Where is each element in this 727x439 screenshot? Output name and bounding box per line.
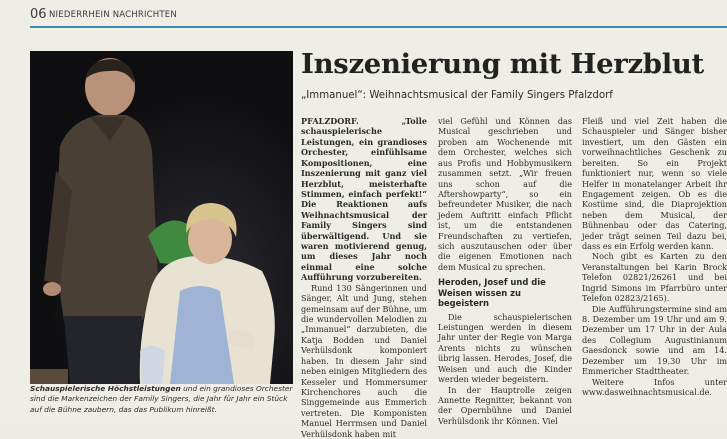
article-paragraph: Rund 130 Sängerinnen und Sänger, Alt und Jung, stehen gemeinsam auf der Bühne, um die wundervollen Melodien zu „Immanuel“ darzubieten, die Katja Bodden und Daniel Verhülsdonk komponiert haben. In diesem Jahr sind neben einigen Mitgliedern des Kesseler und Hommersumer Kirchenchores auch die Singgemeinde aus Emmerich vertreten. Die Komponisten Manuel Herrmsen und Daniel Verhülsdonk haben mit [301, 282, 427, 439]
article-subline: „Immanuel“: Weihnachtsmusical der Family Singers Pfalzdorf [301, 90, 613, 101]
article-paragraph: Die Aufführungstermine sind am 8. Dezember um 19 Uhr und am 9. Dezember um 17 Uhr in der Aula des Collegium Augustinianum Gaesdonck sowie und am 14. Dezember um 19.30 Uhr im Emmericher Stadttheater. [582, 303, 727, 377]
article-column-1 [301, 116, 427, 439]
article-headline: Inszenierung mit Herzblut [301, 48, 704, 80]
article-paragraph: Die schauspielerischen Leistungen werden in diesem Jahr unter der Regie von Marga Arents nichts zu wünschen übrig lassen. Herodes, Josef, die Weisen und auch die Kinder werden wieder begeistern. [438, 311, 572, 385]
photo-caption [30, 384, 296, 415]
article-paragraph: viel Gefühl und Können das Musical geschrieben und proben am Wochenende mit dem Orchester, welches sich aus Profis und Hobbymusikern zusammen setzt. „Wir freuen uns schon auf die Aftershowparty“, so ein befreundeter Musiker, die nach jedem Auftritt einfach Pflicht ist, um die entstandenen Freundschaften zu vertiefen, sich auszutauschen oder über die eigenen Emotionen nach dem Musical zu sprechen. [438, 116, 572, 272]
article-column-2 [438, 116, 572, 426]
article-lead: PFALZDORF. „Tolle schauspielerische Leistungen, ein grandioses Orchester, einfühlsame Kompositionen, eine Inszenierung mit ganz viel Herzblut, meisterhafte Stimmen, einfach perfekt!“ Die Reaktionen aufs Weihnachtsmusical der Family Singers sind überwältigend. Und sie waren motivierend genug, um dieses Jahr noch einmal eine solche Aufführung vorzubereiten. [301, 116, 427, 283]
caption-bold: Schauspielerische Höchstleistungen [30, 384, 181, 393]
article-photo [30, 51, 293, 384]
stage-scene-image [30, 51, 293, 384]
article-paragraph: Noch gibt es Karten zu den Veranstaltungen bei Karin Brock Telefon 02821/26261 und bei Ingrid Simons im Pfarrbüro unter Telefon 02823/2165). [582, 251, 727, 304]
page-number: 06 [30, 7, 47, 22]
article-link-paragraph: Weitere Infos unter www.dasweihnachtsmusical.de. [582, 376, 727, 397]
article-column-3 [582, 116, 727, 397]
page-header [30, 6, 727, 28]
header-rule [30, 26, 727, 28]
article-paragraph: In der Hauptrolle zeigen Annette Regnitter, bekannt von der Opernbühne und Daniel Verhülsdonk ihr Können. Viel [438, 384, 572, 426]
article-subheading: Heroden, Josef und die Weisen wissen zu begeistern [438, 277, 546, 309]
caption-text: und ein grandioses Orchester sind die Markenzeichen der Family Singers, die Jahr für Jahr ein Stück auf die Bühne zaubern, das das Publikum hinreißt. [30, 384, 293, 414]
section-title: NIEDERRHEIN NACHRICHTEN [49, 10, 177, 20]
article-paragraph: Fleiß und viel Zeit haben die Schauspieler und Sänger bisher investiert, um den Gästen ein vorweihnachtliches Geschenk zu bereiten. So ein Projekt funktioniert nur, wenn so viele Helfer in monatelanger Arbeit ihr Engagement zeigen. Ob es die Kostüme sind, die Diaprojektion neben dem Musical, der Bühnenbau oder das Catering, jeder trägt seinen Teil dazu bei, dass es ein Erfolg werden kann. [582, 116, 727, 252]
